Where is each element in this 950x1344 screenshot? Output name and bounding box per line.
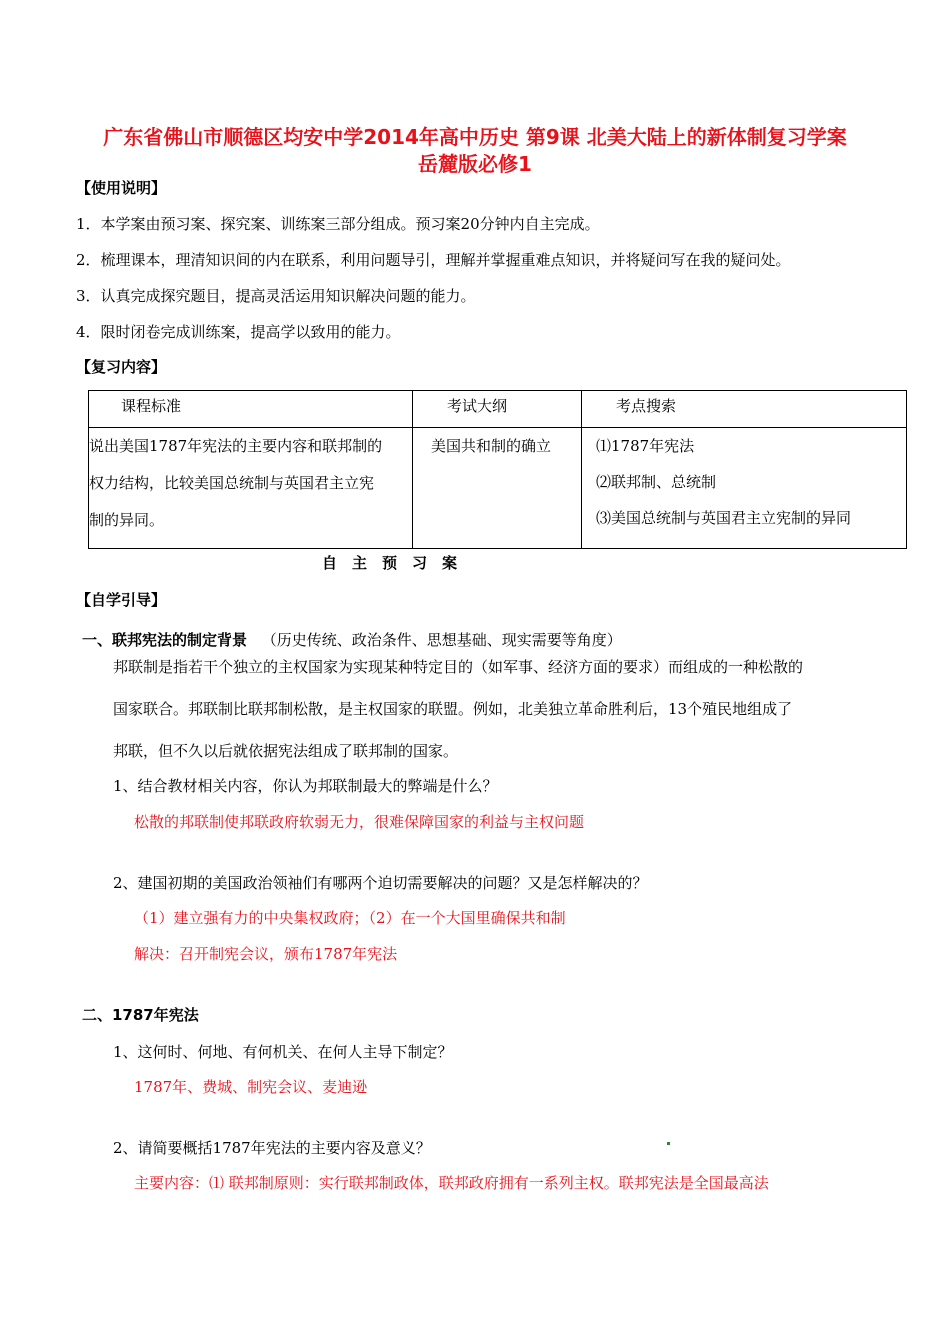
table-header-standard: 课程标准 (89, 391, 413, 428)
section1-question-1: 1、结合教材相关内容，你认为邦联制最大的弊端是什么？ (113, 777, 498, 795)
guide-heading: 【自学引导】 (76, 591, 167, 609)
section1-answer-2-line2: 解决：召开制宪会议，颁布1787年宪法 (134, 945, 398, 963)
table-cell-points: ⑴1787年宪法 ⑵联邦制、总统制 ⑶美国总统制与英国君主立宪制的异同 (582, 428, 907, 549)
section2-heading: 二、1787年宪法 (82, 1006, 199, 1024)
review-table (88, 390, 907, 549)
table-header-outline: 考试大纲 (413, 391, 582, 428)
section1-note: （历史传统、政治条件、思想基础、现实需要等角度） (261, 631, 622, 649)
document-title-line1: 广东省佛山市顺德区均安中学2014年高中历史 第9课 北美大陆上的新体制复习学案 (103, 125, 847, 149)
section2-question-2: 2、请简要概括1787年宪法的主要内容及意义？ (113, 1139, 431, 1157)
table-header-points: 考点搜索 (582, 391, 907, 428)
section1-heading-row (82, 630, 622, 650)
usage-heading: 【使用说明】 (76, 179, 167, 197)
section1-question-2: 2、建国初期的美国政治领袖们有哪两个迫切需要解决的问题？又是怎样解决的？ (113, 874, 648, 892)
section1-heading: 一、联邦宪法的制定背景 (82, 631, 248, 649)
section1-para-line3: 邦联，但不久以后就依据宪法组成了联邦制的国家。 (113, 742, 459, 760)
document-title-line2: 岳麓版必修1 (418, 152, 532, 176)
usage-item-2: 2．梳理课本，理清知识间的内在联系，利用问题导引，理解并掌握重难点知识，并将疑问写在我的疑问处。 (76, 251, 791, 269)
table-cell-outline: 美国共和制的确立 (413, 428, 582, 549)
table-cell-standard: 说出美国1787年宪法的主要内容和联邦制的 权力结构，比较美国总统制与英国君主立宪 制的异同。 (89, 428, 413, 549)
preview-heading: 自 主 预 习 案 (322, 554, 458, 572)
section2-answer-2: 主要内容：⑴ 联邦制原则：实行联邦制政体，联邦政府拥有一系列主权。联邦宪法是全国最高法 (134, 1174, 769, 1192)
section1-answer-2-line1: （1）建立强有力的中央集权政府；（2）在一个大国里确保共和制 (134, 909, 566, 927)
section2-question-1: 1、这何时、何地、有何机关、在何人主导下制定？ (113, 1043, 453, 1061)
section1-para-line2: 国家联合。邦联制比联邦制松散，是主权国家的联盟。例如，北美独立革命胜利后，13个殖民地组成了 (113, 700, 793, 718)
review-heading: 【复习内容】 (76, 358, 167, 376)
usage-item-1: 1．本学案由预习案、探究案、训练案三部分组成。预习案20分钟内自主完成。 (76, 215, 600, 233)
section1-para-line1: 邦联制是指若干个独立的主权国家为实现某种特定目的（如军事、经济方面的要求）而组成的一种松散的 (113, 658, 804, 676)
stray-dot (667, 1142, 670, 1145)
usage-item-3: 3．认真完成探究题目，提高灵活运用知识解决问题的能力。 (76, 287, 476, 305)
usage-item-4: 4．限时闭卷完成训练案，提高学以致用的能力。 (76, 323, 401, 341)
section1-answer-1: 松散的邦联制使邦联政府软弱无力，很难保障国家的利益与主权问题 (134, 813, 585, 831)
section2-answer-1: 1787年、费城、制宪会议、麦迪逊 (134, 1078, 368, 1096)
